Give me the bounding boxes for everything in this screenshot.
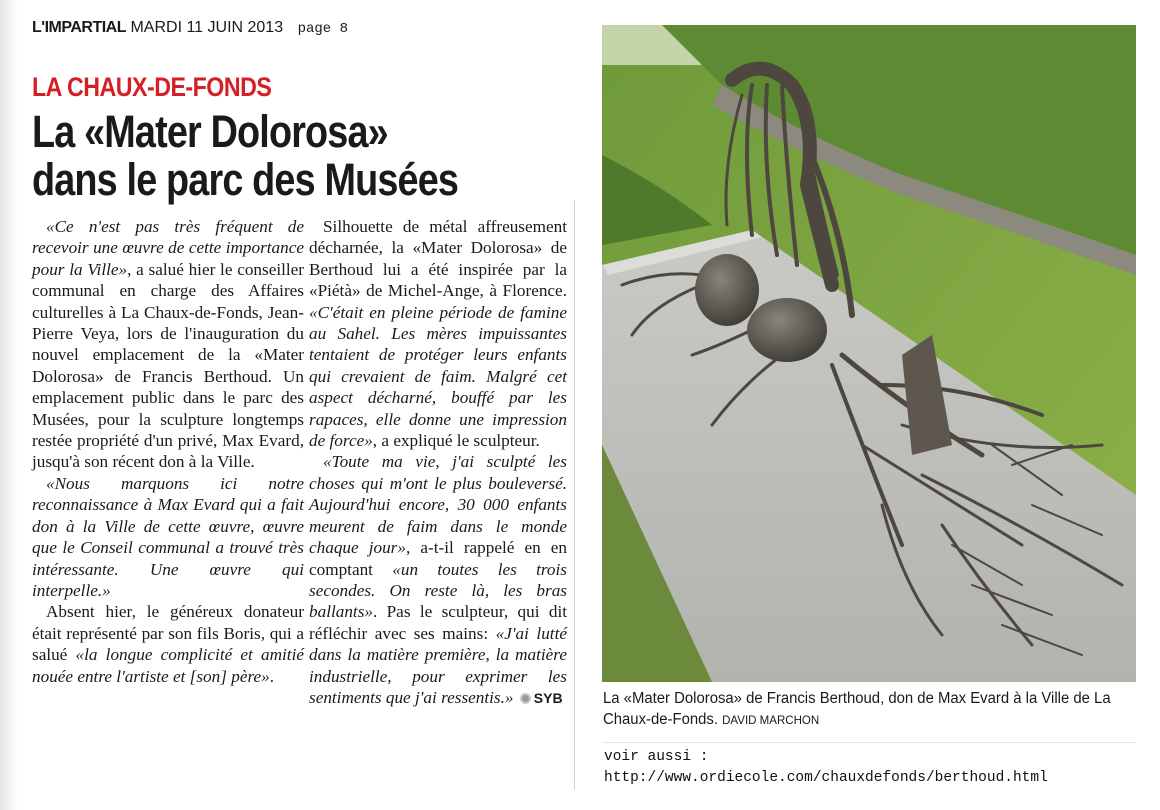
column-divider xyxy=(574,200,575,790)
author-signature: SYB xyxy=(533,689,563,706)
paragraph xyxy=(32,601,304,687)
body-text: , a salué hier le conseiller communal en charge des Affaires culturelles à La Chaux-de-Fonds, Jean-Pierre Veya, lors de l'inauguration du nouvel emplacement de la «Mater Dolorosa» de Francis Berthoud. Un emplacement public dans le parc des Musées, pour la sculpture longtemps restée propriété d'un privé, Max Evard, jusqu'à son récent don à la Ville. xyxy=(32,259,305,472)
body-text: . xyxy=(269,666,275,686)
paragraph xyxy=(309,216,567,451)
body-text: Absent hier, le généreux donateur était représenté par son fils Boris, qui a salué xyxy=(32,602,304,665)
caption-text: La «Mater Dolorosa» de Francis Berthoud, don de Max Evard à la Ville de La Chaux-de-Fonds. xyxy=(603,690,1111,728)
photo-caption xyxy=(603,688,1112,731)
see-also-block xyxy=(604,747,1048,789)
section-kicker: LA CHAUX-DE-FONDS xyxy=(32,72,272,102)
page-number: page 8 xyxy=(297,21,348,37)
quote-text: «Nous marquons ici notre reconnaissance à Max Evard qui a fait don à la Ville de cette œuvre, œuvre que le Conseil communal a trouvé très intéressante. Une œuvre qui interpelle.» xyxy=(32,473,304,600)
issue-date: MARDI 11 JUIN 2013 xyxy=(130,19,284,36)
body-text: , a expliqué le sculpteur. xyxy=(372,431,540,451)
body-text: Silhouette de métal affreusement décharnée, la «Mater Dolorosa» de Berthoud lui a été inspirée par la «Piétà» de Michel-Ange, à Florence. xyxy=(309,217,567,301)
photo-credit: DAVID MARCHON xyxy=(722,713,820,727)
quote-text: «Ce n'est pas très fréquent de recevoir une œuvre de cette importance pour la Ville» xyxy=(32,217,304,279)
body-text: . Pas le sculpteur, qui dit réfléchir avec ses mains: xyxy=(309,602,567,643)
quote-text: «la longue complicité et amitié nouée entre l'artiste et [son] père» xyxy=(32,645,304,686)
paragraph xyxy=(32,473,304,601)
signature-dot-icon xyxy=(520,693,531,704)
quote-text: «Toute ma vie, j'ai sculpté les choses qui m'ont le plus bouleversé. Aujourd'hui encore, 30 000 enfants meurent de faim dans le monde chaque jour» xyxy=(309,452,567,558)
newspaper-name: L'IMPARTIAL xyxy=(32,19,126,36)
paragraph xyxy=(309,451,567,709)
masthead xyxy=(32,19,348,37)
article-headline xyxy=(32,108,458,204)
body-text: , a-t-il rappelé en en comptant xyxy=(309,538,567,579)
page-edge-shadow xyxy=(0,0,18,810)
photo-illustration xyxy=(602,25,1136,682)
sculpture-photo xyxy=(602,25,1136,682)
quote-text: «J'ai lutté dans la matière première, la matière industrielle, pour exprimer les sentiments que j'ai ressentis.» xyxy=(309,623,567,707)
quote-text: «C'était en pleine période de famine au Sahel. Les mères impuissantes tentaient de protéger leurs enfants qui crevaient de faim. Malgré cet aspect décharné, bouffé par les rapaces, elle donne une impression de force» xyxy=(309,302,567,451)
caption-divider xyxy=(602,742,1136,743)
headline-line-1: La «Mater Dolorosa» xyxy=(32,106,388,157)
headline-line-2: dans le parc des Musées xyxy=(32,154,459,205)
see-also-label: voir aussi : xyxy=(604,749,709,765)
article-column-2 xyxy=(309,216,567,709)
paragraph xyxy=(32,216,304,473)
see-also-link[interactable]: http://www.ordiecole.com/chauxdefonds/berthoud.html xyxy=(604,770,1048,786)
article-column-1 xyxy=(32,216,304,687)
quote-text: «un toutes les trois secondes. On reste là, les bras ballants» xyxy=(309,559,567,622)
